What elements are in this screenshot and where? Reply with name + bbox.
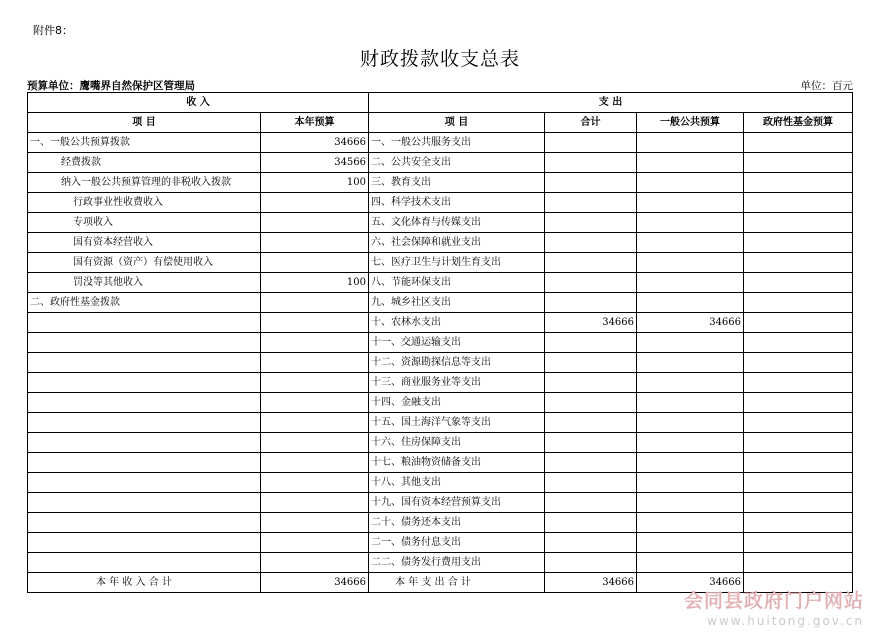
- expense-general-cell: [637, 553, 744, 573]
- expense-total-cell: [545, 153, 637, 173]
- income-item-cell: 纳入一般公共预算管理的非税收入拨款: [28, 173, 261, 193]
- income-item-cell: [28, 353, 261, 373]
- table-row: [28, 273, 853, 293]
- income-item-cell: [28, 313, 261, 333]
- expense-general-header: 一般公共预算: [637, 113, 744, 133]
- table-row: [28, 413, 853, 433]
- table-row: [28, 133, 853, 153]
- table-row: [28, 433, 853, 453]
- income-budget-cell: [261, 453, 369, 473]
- income-item-cell: 专项收入: [28, 213, 261, 233]
- expense-item-cell: 十九、国有资本经营预算支出: [369, 493, 545, 513]
- table-row: [28, 513, 853, 533]
- income-item-cell: [28, 473, 261, 493]
- expense-total-cell: [545, 533, 637, 553]
- expense-fund-cell: [744, 353, 853, 373]
- income-item-header: 项 目: [28, 113, 261, 133]
- expense-fund-cell: [744, 533, 853, 553]
- table-row: [28, 213, 853, 233]
- expense-fund-cell: [744, 453, 853, 473]
- expense-fund-cell: [744, 273, 853, 293]
- expense-general-total-value: 34666: [637, 573, 744, 593]
- expense-general-cell: [637, 233, 744, 253]
- expense-item-cell: 二二、债务发行费用支出: [369, 553, 545, 573]
- table-row: [28, 313, 853, 333]
- expense-general-cell: [637, 513, 744, 533]
- expense-item-cell: 十一、交通运输支出: [369, 333, 545, 353]
- income-budget-cell: 34666: [261, 133, 369, 153]
- expense-general-cell: [637, 413, 744, 433]
- income-item-cell: [28, 513, 261, 533]
- income-item-cell: [28, 413, 261, 433]
- table-row: [28, 373, 853, 393]
- expense-fund-cell: [744, 253, 853, 273]
- expense-fund-cell: [744, 133, 853, 153]
- expense-item-cell: 十八、其他支出: [369, 473, 545, 493]
- income-item-cell: 国有资本经营收入: [28, 233, 261, 253]
- table-row: [28, 153, 853, 173]
- currency-unit: 单位：百元: [800, 80, 853, 92]
- expense-fund-cell: [744, 473, 853, 493]
- table-row: [28, 553, 853, 573]
- expense-general-cell: [637, 493, 744, 513]
- expense-item-cell: 十、农林水支出: [369, 313, 545, 333]
- table-row: [28, 453, 853, 473]
- expense-total-cell: 34666: [545, 313, 637, 333]
- income-budget-cell: [261, 373, 369, 393]
- expense-item-cell: 二十、债务还本支出: [369, 513, 545, 533]
- table-row: [28, 333, 853, 353]
- expense-general-cell: [637, 193, 744, 213]
- expense-group-header: 支 出: [369, 93, 853, 113]
- income-budget-cell: 100: [261, 173, 369, 193]
- table-row: [28, 533, 853, 553]
- expense-fund-cell: [744, 333, 853, 353]
- budget-table: [27, 92, 853, 593]
- income-item-cell: 国有资源（资产）有偿使用收入: [28, 253, 261, 273]
- income-budget-cell: [261, 193, 369, 213]
- expense-general-cell: [637, 213, 744, 233]
- expense-fund-cell: [744, 193, 853, 213]
- expense-total-cell: [545, 373, 637, 393]
- expense-item-cell: 十四、金融支出: [369, 393, 545, 413]
- expense-total-cell: [545, 253, 637, 273]
- income-budget-cell: [261, 533, 369, 553]
- income-item-cell: [28, 433, 261, 453]
- expense-fund-cell: [744, 373, 853, 393]
- expense-item-header: 项 目: [369, 113, 545, 133]
- expense-general-cell: [637, 433, 744, 453]
- expense-total-cell: [545, 333, 637, 353]
- expense-fund-cell: [744, 213, 853, 233]
- expense-fund-cell: [744, 553, 853, 573]
- income-budget-cell: [261, 353, 369, 373]
- expense-total-cell: [545, 473, 637, 493]
- income-total-value: 34666: [261, 573, 369, 593]
- expense-general-cell: [637, 353, 744, 373]
- expense-total-cell: [545, 513, 637, 533]
- income-group-header: 收 入: [28, 93, 369, 113]
- table-row: [28, 253, 853, 273]
- income-total-label: 本 年 收 入 合 计: [28, 573, 261, 593]
- expense-fund-cell: [744, 233, 853, 253]
- table-row: [28, 393, 853, 413]
- expense-general-cell: [637, 173, 744, 193]
- expense-general-cell: [637, 273, 744, 293]
- expense-item-cell: 五、文化体育与传媒支出: [369, 213, 545, 233]
- table-row: [28, 233, 853, 253]
- expense-total-cell: [545, 133, 637, 153]
- expense-fund-cell: [744, 173, 853, 193]
- table-row: [28, 173, 853, 193]
- income-budget-cell: [261, 253, 369, 273]
- income-budget-cell: [261, 233, 369, 253]
- table-row: [28, 353, 853, 373]
- expense-general-cell: [637, 533, 744, 553]
- expense-total-label: 本 年 支 出 合 计: [369, 573, 545, 593]
- expense-item-cell: 一、一般公共服务支出: [369, 133, 545, 153]
- expense-item-cell: 七、医疗卫生与计划生育支出: [369, 253, 545, 273]
- expense-item-cell: 十七、粮油物资储备支出: [369, 453, 545, 473]
- income-item-cell: [28, 493, 261, 513]
- expense-item-cell: 三、教育支出: [369, 173, 545, 193]
- expense-total-cell: [545, 293, 637, 313]
- income-item-cell: [28, 533, 261, 553]
- expense-fund-cell: [744, 153, 853, 173]
- expense-general-cell: [637, 453, 744, 473]
- expense-fund-cell: [744, 493, 853, 513]
- income-item-cell: [28, 453, 261, 473]
- expense-total-cell: [545, 393, 637, 413]
- expense-general-cell: [637, 293, 744, 313]
- expense-total-cell: [545, 433, 637, 453]
- expense-general-cell: [637, 473, 744, 493]
- table-row: [28, 493, 853, 513]
- expense-total-cell: [545, 233, 637, 253]
- income-item-cell: [28, 333, 261, 353]
- annex-label: 附件8：: [33, 24, 73, 37]
- expense-fund-cell: [744, 293, 853, 313]
- income-budget-cell: [261, 293, 369, 313]
- expense-total-cell: [545, 413, 637, 433]
- expense-item-cell: 八、节能环保支出: [369, 273, 545, 293]
- budget-unit: 预算单位：鹰嘴界自然保护区管理局: [27, 80, 195, 92]
- income-budget-cell: [261, 213, 369, 233]
- expense-item-cell: 二、公共安全支出: [369, 153, 545, 173]
- expense-total-cell: [545, 553, 637, 573]
- expense-fund-header: 政府性基金预算: [744, 113, 853, 133]
- expense-item-cell: 十六、住房保障支出: [369, 433, 545, 453]
- page-title: 财政拨款收支总表: [359, 48, 520, 70]
- expense-fund-cell: [744, 313, 853, 333]
- table-row: [28, 473, 853, 493]
- income-budget-cell: [261, 493, 369, 513]
- income-item-cell: 二、政府性基金拨款: [28, 293, 261, 313]
- expense-total-cell: [545, 193, 637, 213]
- expense-total-cell: [545, 493, 637, 513]
- income-budget-header: 本年预算: [261, 113, 369, 133]
- expense-general-cell: [637, 333, 744, 353]
- expense-total-header: 合计: [545, 113, 637, 133]
- expense-fund-cell: [744, 413, 853, 433]
- income-budget-cell: [261, 413, 369, 433]
- income-budget-cell: [261, 433, 369, 453]
- expense-total-cell: [545, 273, 637, 293]
- income-item-cell: 罚没等其他收入: [28, 273, 261, 293]
- expense-fund-cell: [744, 513, 853, 533]
- income-budget-cell: [261, 333, 369, 353]
- expense-general-cell: [637, 153, 744, 173]
- income-item-cell: 一、一般公共预算拨款: [28, 133, 261, 153]
- expense-fund-cell: [744, 433, 853, 453]
- income-budget-cell: [261, 313, 369, 333]
- expense-item-cell: 十二、资源勘探信息等支出: [369, 353, 545, 373]
- income-budget-cell: 100: [261, 273, 369, 293]
- expense-item-cell: 四、科学技术支出: [369, 193, 545, 213]
- income-item-cell: [28, 553, 261, 573]
- expense-general-cell: [637, 253, 744, 273]
- expense-item-cell: 十五、国土海洋气象等支出: [369, 413, 545, 433]
- table-row: [28, 293, 853, 313]
- income-item-cell: 经费拨款: [28, 153, 261, 173]
- expense-total-cell: [545, 453, 637, 473]
- expense-item-cell: 十三、商业服务业等支出: [369, 373, 545, 393]
- expense-item-cell: 二一、债务付息支出: [369, 533, 545, 553]
- expense-item-cell: 六、社会保障和就业支出: [369, 233, 545, 253]
- header-column-row: [28, 113, 853, 133]
- expense-total-value: 34666: [545, 573, 637, 593]
- income-item-cell: 行政事业性收费收入: [28, 193, 261, 213]
- watermark-site-name: 会同县政府门户网站: [683, 590, 864, 612]
- expense-general-cell: [637, 133, 744, 153]
- expense-general-cell: [637, 393, 744, 413]
- income-budget-cell: [261, 553, 369, 573]
- income-item-cell: [28, 373, 261, 393]
- expense-total-cell: [545, 353, 637, 373]
- expense-total-cell: [545, 173, 637, 193]
- table-row: [28, 193, 853, 213]
- header-group-row: [28, 93, 853, 113]
- income-item-cell: [28, 393, 261, 413]
- expense-general-cell: 34666: [637, 313, 744, 333]
- income-budget-cell: 34566: [261, 153, 369, 173]
- expense-general-cell: [637, 373, 744, 393]
- expense-fund-cell: [744, 393, 853, 413]
- income-budget-cell: [261, 393, 369, 413]
- income-budget-cell: [261, 513, 369, 533]
- expense-total-cell: [545, 213, 637, 233]
- watermark-url: www.huitong.gov.cn: [707, 614, 864, 628]
- expense-item-cell: 九、城乡社区支出: [369, 293, 545, 313]
- site-watermark: [684, 586, 864, 628]
- income-budget-cell: [261, 473, 369, 493]
